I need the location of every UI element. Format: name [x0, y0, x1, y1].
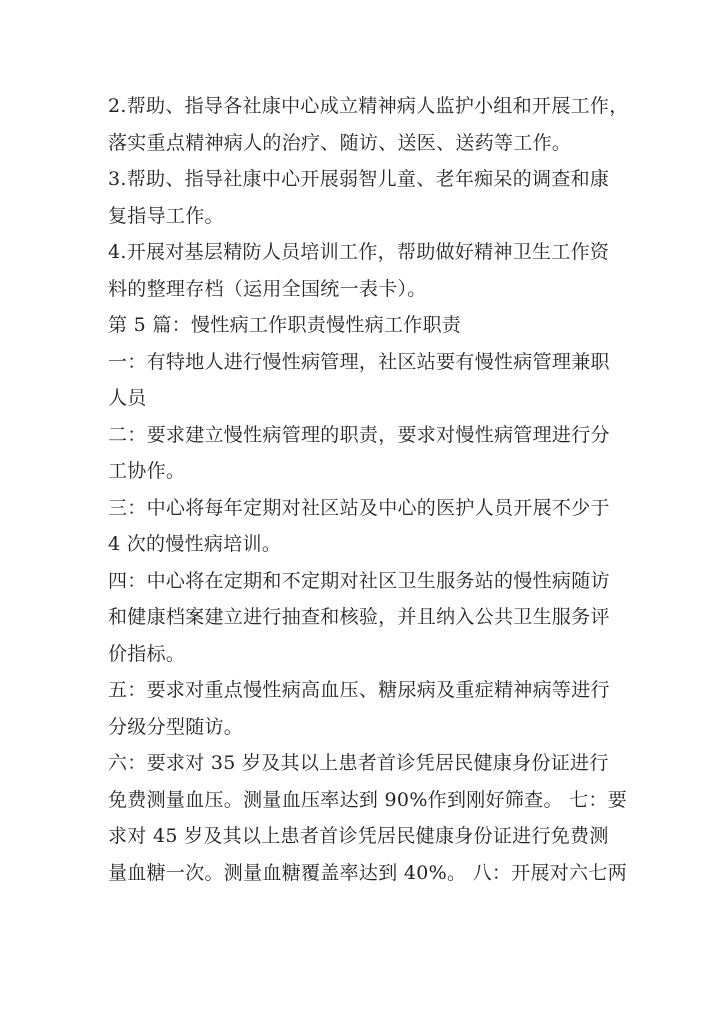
text-line: 料的整理存档（运用全国统一表卡）。 — [108, 277, 427, 300]
text-line: 免费测量血压。测量血压率达到 90%作到刚好筛查。 七：要 — [108, 788, 628, 811]
text-line: 落实重点精神病人的治疗、随访、送医、送药等工作。 — [108, 131, 572, 154]
text-line: 4 次的慢性病培训。 — [108, 533, 282, 555]
section-heading: 第 5 篇：慢性病工作职责慢性病工作职责 — [108, 314, 462, 336]
text-line: 二：要求建立慢性病管理的职责，要求对慢性病管理进行分 — [108, 423, 610, 446]
text-line: 四：中心将在定期和不定期对社区卫生服务站的慢性病随访 — [108, 569, 610, 592]
text-line: 工协作。 — [108, 460, 186, 482]
text-line: 人员 — [108, 387, 147, 409]
text-line: 和健康档案建立进行抽查和核验，并且纳入公共卫生服务评 — [108, 606, 610, 628]
text-line: 价指标。 — [108, 642, 186, 665]
text-line: 三：中心将每年定期对社区站及中心的医护人员开展不少于 — [108, 496, 610, 519]
text-line: 3.帮助、指导社康中心开展弱智儿童、老年痴呆的调查和康 — [108, 168, 610, 190]
document-body — [108, 88, 629, 891]
text-line: 2.帮助、指导各社康中心成立精神病人监护小组和开展工作， — [108, 95, 629, 117]
text-line: 量血糖一次。测量血糖覆盖率达到 40%。 八：开展对六七两 — [108, 861, 628, 884]
text-line: 求对 45 岁及其以上患者首诊凭居民健康身份证进行免费测 — [108, 825, 609, 847]
text-line: 六：要求对 35 岁及其以上患者首诊凭居民健康身份证进行 — [108, 752, 609, 774]
text-line: 分级分型随访。 — [108, 715, 244, 738]
text-line: 复指导工作。 — [108, 204, 224, 227]
text-line: 一：有特地人进行慢性病管理，社区站要有慢性病管理兼职 — [108, 350, 610, 373]
text-line: 五：要求对重点慢性病高血压、糖尿病及重症精神病等进行 — [108, 679, 610, 701]
text-line: 4.开展对基层精防人员培训工作，帮助做好精神卫生工作资 — [108, 241, 610, 263]
